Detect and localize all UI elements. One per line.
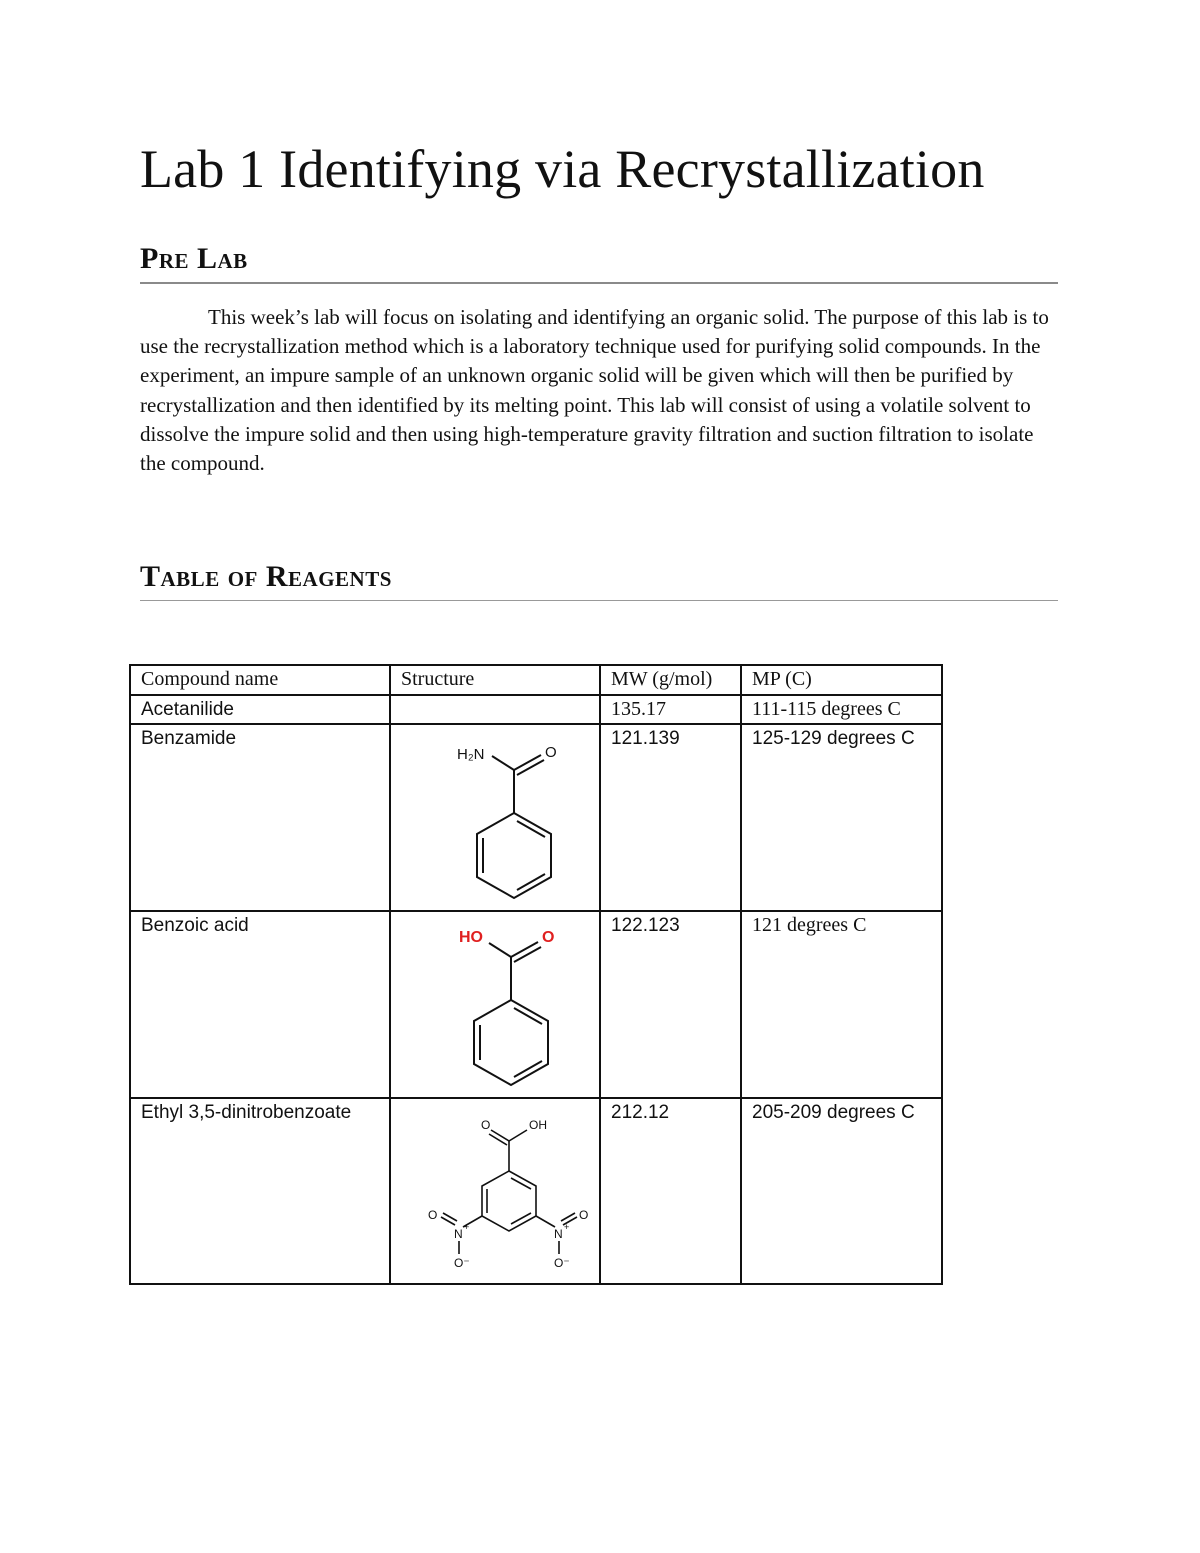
compound-name: Benzamide	[130, 724, 390, 911]
reagents-table	[129, 664, 943, 1285]
header-mp: MP (C)	[741, 665, 942, 695]
table-row	[130, 1098, 942, 1284]
document-title: Lab 1 Identifying via Recrystallization	[140, 139, 985, 199]
nitro-oxygen-left: O	[428, 1208, 438, 1222]
dinitrobenzoic-structure	[401, 1099, 601, 1283]
prelab-paragraph	[140, 303, 1055, 478]
melting-point: 125-129 degrees C	[741, 724, 942, 911]
melting-point: 111-115 degrees C	[741, 695, 942, 724]
oxygen-label: O	[545, 744, 557, 761]
melting-point: 205-209 degrees C	[741, 1098, 942, 1284]
hydroxyl-label: OH	[529, 1118, 547, 1132]
compound-name: Benzoic acid	[130, 911, 390, 1098]
molecular-weight: 122.123	[600, 911, 741, 1098]
amine-label: H₂N	[457, 746, 485, 763]
compound-name: Acetanilide	[130, 695, 390, 724]
oxygen-label: O	[542, 929, 555, 946]
hydroxyl-label: HO	[459, 929, 483, 946]
nitro-oxygen-right: O	[579, 1208, 589, 1222]
table-header-row	[130, 665, 942, 695]
structure-cell	[390, 724, 600, 911]
prelab-divider	[140, 282, 1058, 284]
oxide-right: O⁻	[554, 1256, 570, 1270]
table-row	[130, 911, 942, 1098]
molecular-weight: 135.17	[600, 695, 741, 724]
header-compound-name: Compound name	[130, 665, 390, 695]
molecular-weight: 212.12	[600, 1098, 741, 1284]
header-structure: Structure	[390, 665, 600, 695]
benzoic-acid-structure	[401, 912, 601, 1097]
table-row	[130, 695, 942, 724]
structure-cell	[390, 1098, 600, 1284]
nitrogen-left: N	[454, 1227, 463, 1241]
reagents-divider	[140, 600, 1058, 601]
prelab-heading: Pre Lab	[140, 242, 248, 275]
oxygen-label: O	[481, 1118, 491, 1132]
structure-cell	[390, 695, 600, 724]
structure-cell	[390, 911, 600, 1098]
compound-name: Ethyl 3,5-dinitrobenzoate	[130, 1098, 390, 1284]
charge-plus-right: +	[564, 1222, 570, 1232]
molecular-weight: 121.139	[600, 724, 741, 911]
table-row	[130, 724, 942, 911]
benzamide-structure	[401, 725, 601, 910]
prelab-text: This week’s lab will focus on isolating and identifying an organic solid. The purpose of this lab is to use the recrystallization method which is a laboratory technique used for purifying solid compounds. In the experiment, an impure sample of an unknown organic solid will be given which will then be purified by recrystallization and then identified by its melting point. This lab will consist of using a volatile solvent to dissolve the impure solid and then using high-temperature gravity filtration and suction filtration to isolate the compound.	[140, 305, 1049, 476]
charge-plus-left: +	[464, 1222, 470, 1232]
header-mw: MW (g/mol)	[600, 665, 741, 695]
reagents-heading: Table of Reagents	[140, 560, 392, 593]
oxide-left: O⁻	[454, 1256, 470, 1270]
melting-point: 121 degrees C	[741, 911, 942, 1098]
nitrogen-right: N	[554, 1227, 563, 1241]
